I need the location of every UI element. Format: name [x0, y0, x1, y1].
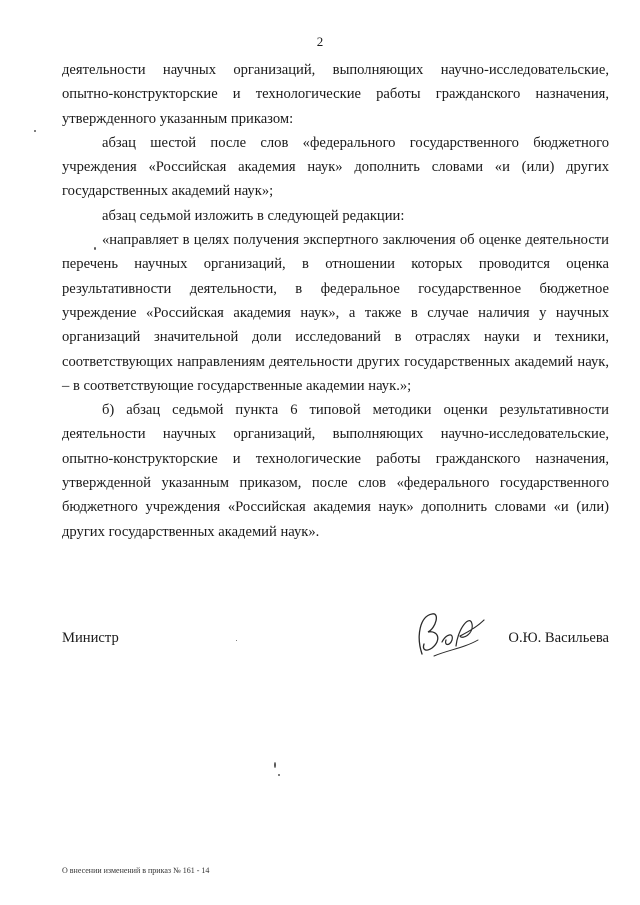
- page-number: 2: [316, 34, 324, 49]
- footer-reference: О внесении изменений в приказ № 161 - 14: [62, 866, 210, 875]
- paragraph-item-b: б) абзац седьмой пункта 6 типовой методики оценки результативности деятельности научных организаций, выполняющих научно-исследовательские, опытно-конструкторские и технологические работы гражданского назначения, утвержденной указанным приказом, после слов «федерального государственного бюджетного учреждения «Российская академия наук» дополнить словами «и (или) других государственных академий наук».: [62, 402, 609, 540]
- scan-speck: [236, 640, 237, 641]
- signature-block: [62, 620, 609, 680]
- handwritten-signature: [412, 606, 492, 666]
- scan-speck: [278, 774, 280, 776]
- body-text: [62, 58, 609, 544]
- scan-speck: [34, 130, 36, 132]
- paragraph-abzac-shestoy: абзац шестой после слов «федерального государственного бюджетного учреждения «Российская академия наук» дополнить словами «и (или) других государственных академий наук»;: [62, 134, 609, 200]
- signer-title: Министр: [62, 630, 119, 646]
- paragraph-abzac-sedmoy: абзац седьмой изложить в следующей редакции:: [102, 207, 405, 224]
- scan-speck: [274, 762, 276, 768]
- scan-speck: [94, 247, 96, 250]
- signer-name: О.Ю. Васильева: [508, 630, 609, 646]
- paragraph-new-wording: «направляет в целях получения экспертного заключения об оценке деятельности перечень научных организаций, в отношении которых проводится оценка результативности деятельности, в федеральное государственное бюджетное учреждение «Российская академия наук», а также в случае наличия у научных организаций значительной доли исследований в отраслях науки и техники, соответствующих направлениям деятельности других государственных академий наук, – в соответствующие государственные академии наук.»;: [62, 232, 609, 394]
- paragraph-continuation: деятельности научных организаций, выполняющих научно-исследовательские, опытно-конструкторские и технологические работы гражданского назначения, утвержденного указанным приказом:: [62, 62, 609, 127]
